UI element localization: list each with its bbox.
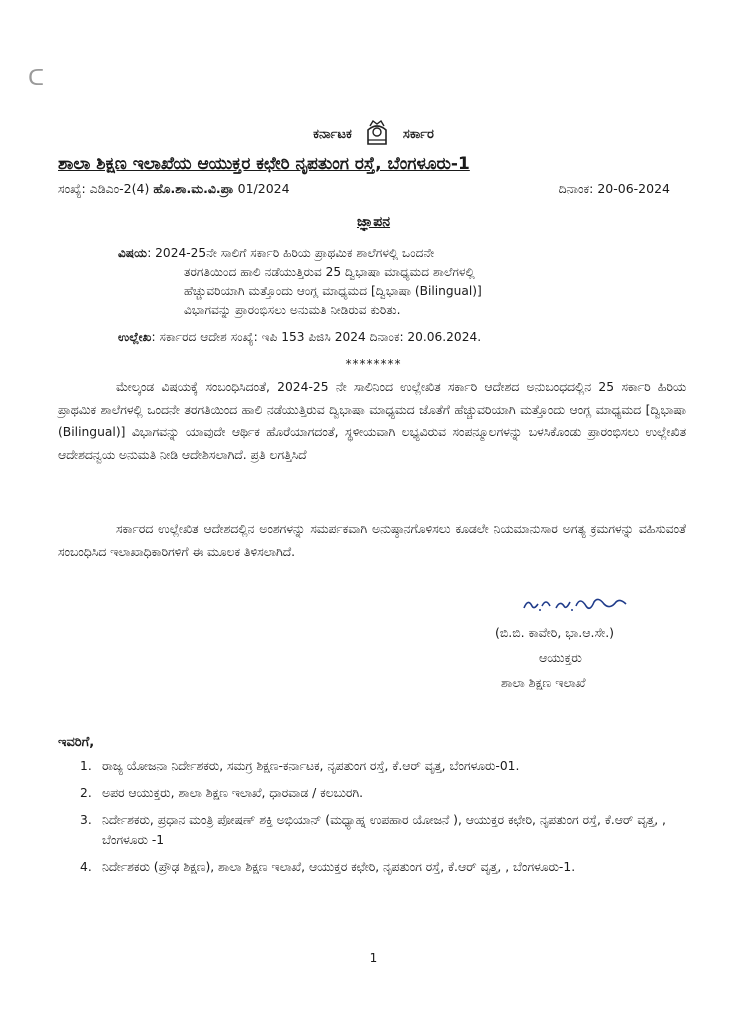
list-item-text: ಅಪರ ಆಯುಕ್ತರು, ಶಾಲಾ ಶಿಕ್ಷಣ ಇಲಾಖೆ, ಧಾರವಾಡ / ಕಲಬುರಗಿ. bbox=[102, 786, 363, 800]
list-item bbox=[58, 756, 690, 776]
order-date: ದಿನಾಂಕ: 20-06-2024 bbox=[558, 181, 670, 196]
body-paragraph-2: ಸರ್ಕಾರದ ಉಲ್ಲೇಖಿತ ಆದೇಶದಲ್ಲಿನ ಅಂಶಗಳನ್ನು ಸಮರ್ಪಕವಾಗಿ ಅನುಷ್ಠಾನಗೊಳಿಸಲು ಕೂಡಲೇ ನಿಯಮಾನುಸಾರ ಅಗತ್ಯ ಕ್ರಮಗಳನ್ನು ವಹಿಸುವಂತೆ ಸಂಬಂಧಿಸಿದ ಇಲಾಖಾಧಿಕಾರಿಗಳಿಗೆ ಈ ಮೂಲಕ ತಿಳಿಸಲಾಗಿದೆ. bbox=[58, 522, 686, 559]
signatory-department: ಶಾಲಾ ಶಿಕ್ಷಣ ಇಲಾಖೆ bbox=[501, 675, 586, 690]
scan-mark-icon: ᑕ bbox=[28, 66, 45, 91]
order-number-suffix: 01/2024 bbox=[237, 181, 290, 196]
handwritten-signature bbox=[520, 590, 640, 618]
body-paragraph-1: ಮೇಲ್ಕಂಡ ವಿಷಯಕ್ಕೆ ಸಂಬಂಧಿಸಿದಂತೆ, 2024-25 ನೇ ಸಾಲಿನಿಂದ ಉಲ್ಲೇಖಿತ ಸರ್ಕಾರಿ ಆದೇಶದ ಅನುಬಂಧದಲ್ಲಿನ 25 ಸರ್ಕಾರಿ ಹಿರಿಯ ಪ್ರಾಥಮಿಕ ಶಾಲೆಗಳಲ್ಲಿ ಒಂದನೇ ತರಗತಿಯಿಂದ ಹಾಲಿ ನಡೆಯುತ್ತಿರುವ ದ್ವಿಭಾಷಾ ಮಾಧ್ಯಮದ ಜೊತೆಗೆ ಹೆಚ್ಚುವರಿಯಾಗಿ ಮತ್ತೊಂದು ಆಂಗ್ಲ ಮಾಧ್ಯಮದ [ದ್ವಿಭಾಷಾ (Bilingual)] ವಿಭಾಗವನ್ನು ಯಾವುದೇ ಆರ್ಥಿಕ ಹೊರೆಯಾಗದಂತೆ, ಸ್ಥಳೀಯವಾಗಿ ಲಭ್ಯವಿರುವ ಸಂಪನ್ಮೂಲಗಳನ್ನು ಬಳಸಿಕೊಂಡು ಪ್ರಾರಂಭಿಸಲು ಉಲ್ಲೇಖಿತ ಆದೇಶದನ್ವಯ ಅನುಮತಿ ನೀಡಿ ಆದೇಶಿಸಲಾಗಿದೆ. ಪ್ರತಿ ಲಗತ್ತಿಸಿದೆ bbox=[58, 380, 686, 462]
signature-block bbox=[487, 620, 687, 695]
office-title: ಶಾಲಾ ಶಿಕ್ಷಣ ಇಲಾಖೆಯ ಆಯುಕ್ತರ ಕಛೇರಿ ನೃಪತುಂಗ ರಸ್ತೆ, ಬೆಂಗಳೂರು-1 bbox=[58, 154, 470, 174]
list-item-number: 3. bbox=[80, 813, 92, 827]
subject-label: ವಿಷಯ bbox=[118, 246, 148, 260]
order-number-code: ಹೊ.ಶಾ.ಮ.ವಿ.ಪ್ರಾ bbox=[153, 181, 234, 196]
list-item-number: 1. bbox=[80, 759, 92, 773]
order-number bbox=[58, 181, 290, 197]
signatory-title: ಆಯುಕ್ತರು bbox=[539, 650, 582, 665]
state-emblem-icon bbox=[364, 118, 390, 150]
reference-text: : ಸರ್ಕಾರದ ಆದೇಶ ಸಂಖ್ಯೆ: ಇಪಿ 153 ಪಿಜಿಸಿ 2024 ದಿನಾಂಕ: 20.06.2024. bbox=[151, 330, 482, 344]
subject-line-3: ಹೆಚ್ಚುವರಿಯಾಗಿ ಮತ್ತೊಂದು ಆಂಗ್ಲ ಮಾಧ್ಯಮದ [ದ್ವಿಭಾಷಾ (Bilingual)] bbox=[184, 284, 482, 298]
subject-line-1: : 2024-25ನೇ ಸಾಲಿಗೆ ಸರ್ಕಾರಿ ಹಿರಿಯ ಪ್ರಾಥಮಿಕ ಶಾಲೆಗಳಲ್ಲಿ ಒಂದನೇ bbox=[147, 246, 435, 260]
recipients-title: ಇವರಿಗೆ, bbox=[58, 735, 95, 750]
list-item-text: ನಿರ್ದೇಶಕರು (ಪ್ರೌಢ ಶಿಕ್ಷಣ), ಶಾಲಾ ಶಿಕ್ಷಣ ಇಲಾಖೆ, ಆಯುಕ್ತರ ಕಛೇರಿ, ನೃಪತುಂಗ ರಸ್ತೆ, ಕೆ.ಆರ್ ವೃತ್ತ, , ಬೆಂಗಳೂರು-1. bbox=[102, 860, 576, 874]
state-label-left: ಕರ್ನಾಟಕ bbox=[313, 126, 352, 142]
subject-block bbox=[118, 244, 678, 320]
page-number: 1 bbox=[369, 951, 378, 965]
list-item bbox=[58, 783, 690, 803]
list-item-text: ನಿರ್ದೇಶಕರು, ಪ್ರಧಾನ ಮಂತ್ರಿ ಪೋಷಣ್ ಶಕ್ತಿ ಅಭಿಯಾನ್ (ಮಧ್ಯಾಹ್ನ ಉಪಹಾರ ಯೋಜನೆ ), ಆಯುಕ್ತರ ಕಛೇರಿ, ನೃಪತುಂಗ ರಸ್ತೆ, ಕೆ.ಆರ್ ವೃತ್ತ, , ಬೆಂಗಳೂರು -1 bbox=[102, 813, 666, 847]
reference-block bbox=[118, 330, 698, 345]
list-item bbox=[58, 857, 690, 877]
reference-label: ಉಲ್ಲೇಖ bbox=[118, 330, 152, 344]
list-item-number: 4. bbox=[80, 860, 92, 874]
subject-line-4: ವಿಭಾಗವನ್ನು ಪ್ರಾರಂಭಿಸಲು ಅನುಮತಿ ನೀಡಿರುವ ಕುರಿತು. bbox=[184, 303, 401, 317]
recipients-list bbox=[58, 756, 690, 884]
letterhead bbox=[0, 118, 747, 150]
list-item-number: 2. bbox=[80, 786, 92, 800]
order-number-prefix: ಸಂಖ್ಯೆ: ಎಡಿಎಂ-2(4) bbox=[58, 181, 150, 196]
state-label-right: ಸರ್ಕಾರ bbox=[402, 126, 434, 142]
subject-line-2: ತರಗತಿಯಿಂದ ಹಾಲಿ ನಡೆಯುತ್ತಿರುವ 25 ದ್ವಿಭಾಷಾ ಮಾಧ್ಯಮದ ಶಾಲೆಗಳಲ್ಲಿ bbox=[184, 265, 475, 279]
memo-heading: ಜ್ಞಾಪನ bbox=[356, 214, 391, 230]
reference-number-row bbox=[58, 181, 670, 197]
list-item bbox=[58, 810, 690, 850]
list-item-text: ರಾಜ್ಯ ಯೋಜನಾ ನಿರ್ದೇಶಕರು, ಸಮಗ್ರ ಶಿಕ್ಷಣ-ಕರ್ನಾಟಕ, ನೃಪತುಂಗ ರಸ್ತೆ, ಕೆ.ಆರ್ ವೃತ್ತ, ಬೆಂಗಳೂರು-01. bbox=[102, 759, 520, 773]
separator: ******** bbox=[345, 357, 402, 371]
signatory-name: (ಬಿ.ಬಿ. ಕಾವೇರಿ, ಭಾ.ಆ.ಸೇ.) bbox=[495, 625, 615, 640]
